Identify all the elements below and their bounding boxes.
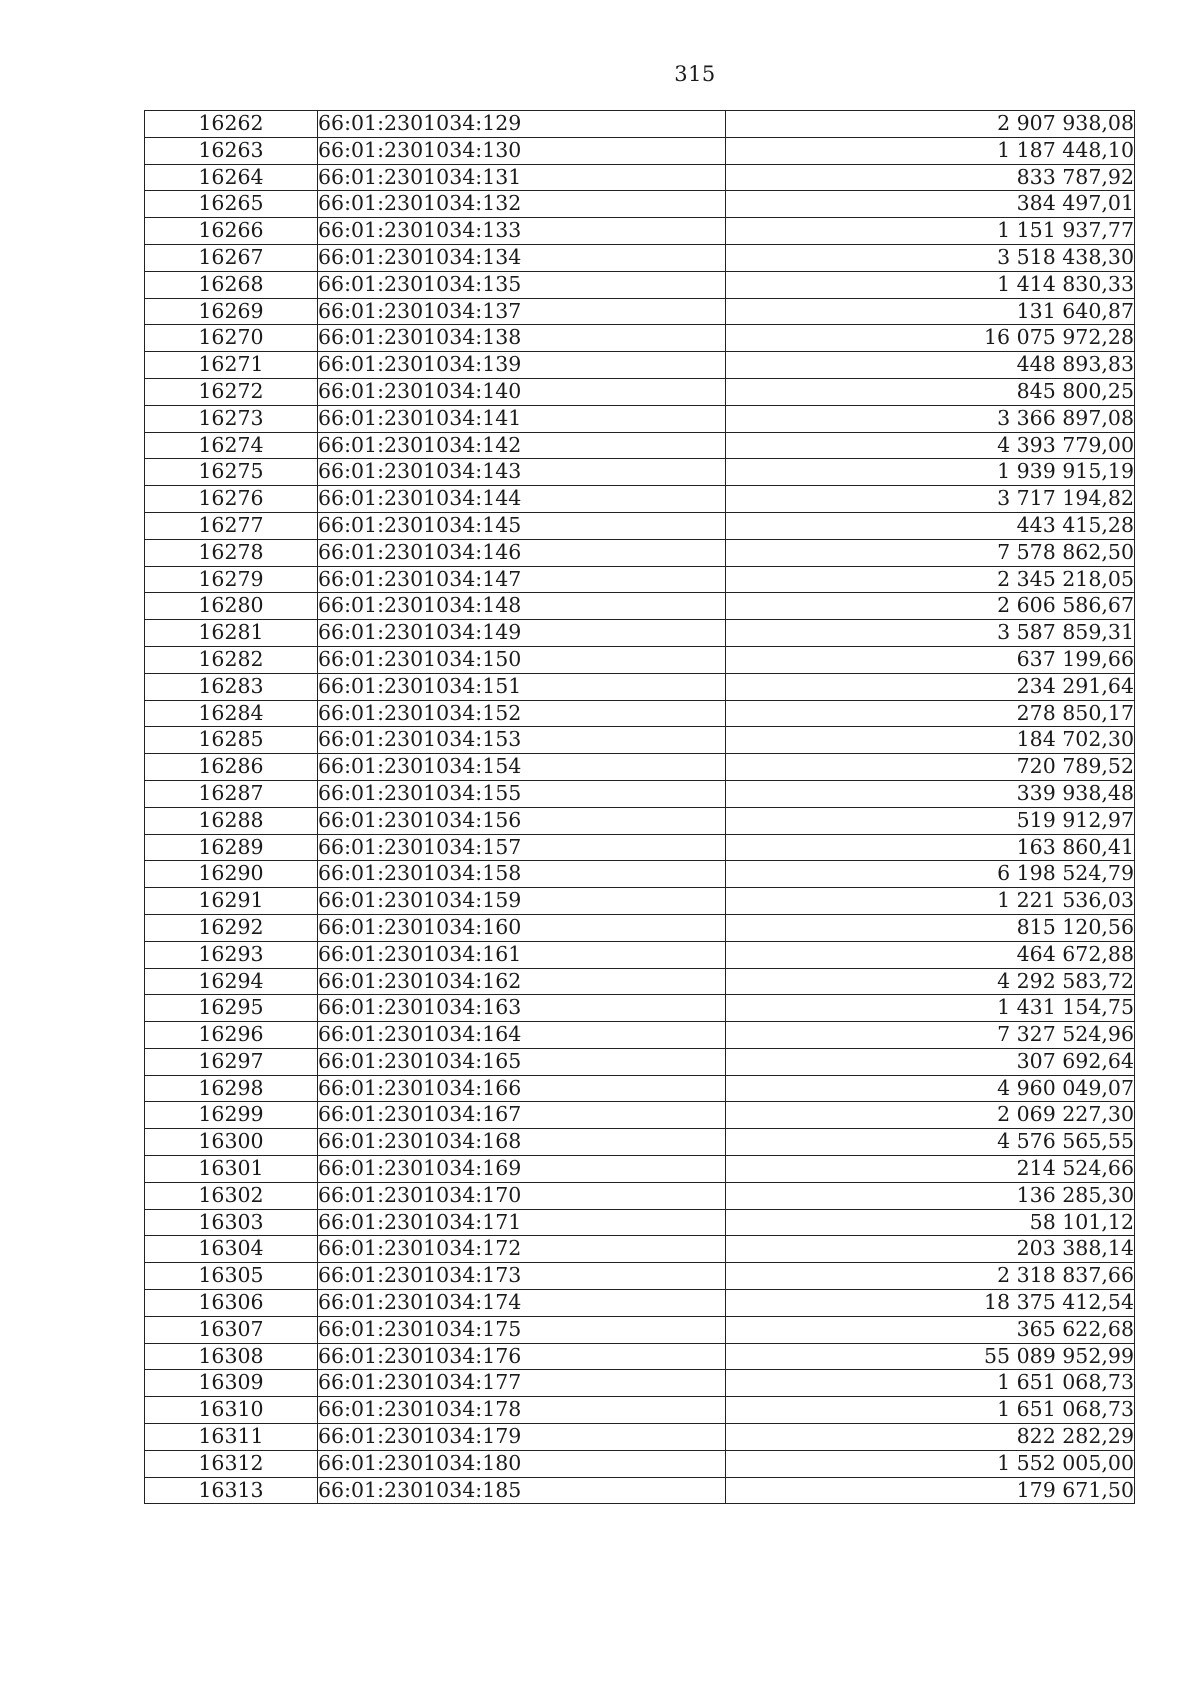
table-row xyxy=(145,1022,1135,1049)
registry-table xyxy=(144,110,1135,1504)
value-cell: 203 388,14 xyxy=(726,1236,1135,1263)
table-row xyxy=(145,405,1135,432)
row-number-cell: 16307 xyxy=(145,1316,318,1343)
cadastral-number-cell: 66:01:2301034:160 xyxy=(318,914,726,941)
value-cell: 1 651 068,73 xyxy=(726,1370,1135,1397)
table-row xyxy=(145,218,1135,245)
cadastral-number-cell: 66:01:2301034:178 xyxy=(318,1397,726,1424)
cadastral-number-cell: 66:01:2301034:173 xyxy=(318,1263,726,1290)
row-number-cell: 16290 xyxy=(145,861,318,888)
row-number-cell: 16299 xyxy=(145,1102,318,1129)
cadastral-number-cell: 66:01:2301034:169 xyxy=(318,1156,726,1183)
cadastral-number-cell: 66:01:2301034:177 xyxy=(318,1370,726,1397)
value-cell: 4 576 565,55 xyxy=(726,1129,1135,1156)
cadastral-number-cell: 66:01:2301034:155 xyxy=(318,780,726,807)
row-number-cell: 16268 xyxy=(145,271,318,298)
value-cell: 4 292 583,72 xyxy=(726,968,1135,995)
row-number-cell: 16291 xyxy=(145,888,318,915)
table-row xyxy=(145,646,1135,673)
cadastral-number-cell: 66:01:2301034:154 xyxy=(318,754,726,781)
cadastral-number-cell: 66:01:2301034:167 xyxy=(318,1102,726,1129)
cadastral-number-cell: 66:01:2301034:141 xyxy=(318,405,726,432)
table-row xyxy=(145,325,1135,352)
table-row xyxy=(145,1129,1135,1156)
cadastral-number-cell: 66:01:2301034:156 xyxy=(318,807,726,834)
value-cell: 3 518 438,30 xyxy=(726,244,1135,271)
cadastral-number-cell: 66:01:2301034:130 xyxy=(318,137,726,164)
value-cell: 4 960 049,07 xyxy=(726,1075,1135,1102)
value-cell: 4 393 779,00 xyxy=(726,432,1135,459)
row-number-cell: 16311 xyxy=(145,1424,318,1451)
table-row xyxy=(145,566,1135,593)
cadastral-number-cell: 66:01:2301034:164 xyxy=(318,1022,726,1049)
cadastral-number-cell: 66:01:2301034:174 xyxy=(318,1290,726,1317)
row-number-cell: 16309 xyxy=(145,1370,318,1397)
table-row xyxy=(145,1397,1135,1424)
table-row xyxy=(145,298,1135,325)
table-row xyxy=(145,486,1135,513)
row-number-cell: 16296 xyxy=(145,1022,318,1049)
value-cell: 278 850,17 xyxy=(726,700,1135,727)
value-cell: 833 787,92 xyxy=(726,164,1135,191)
table-row xyxy=(145,861,1135,888)
cadastral-number-cell: 66:01:2301034:144 xyxy=(318,486,726,513)
row-number-cell: 16305 xyxy=(145,1263,318,1290)
row-number-cell: 16278 xyxy=(145,539,318,566)
value-cell: 443 415,28 xyxy=(726,512,1135,539)
cadastral-number-cell: 66:01:2301034:179 xyxy=(318,1424,726,1451)
value-cell: 3 717 194,82 xyxy=(726,486,1135,513)
cadastral-number-cell: 66:01:2301034:171 xyxy=(318,1209,726,1236)
row-number-cell: 16304 xyxy=(145,1236,318,1263)
table-row xyxy=(145,593,1135,620)
table-row xyxy=(145,512,1135,539)
cadastral-number-cell: 66:01:2301034:176 xyxy=(318,1343,726,1370)
cadastral-number-cell: 66:01:2301034:152 xyxy=(318,700,726,727)
row-number-cell: 16308 xyxy=(145,1343,318,1370)
table-row xyxy=(145,1477,1135,1504)
cadastral-number-cell: 66:01:2301034:129 xyxy=(318,111,726,138)
value-cell: 1 221 536,03 xyxy=(726,888,1135,915)
row-number-cell: 16295 xyxy=(145,995,318,1022)
row-number-cell: 16313 xyxy=(145,1477,318,1504)
row-number-cell: 16283 xyxy=(145,673,318,700)
row-number-cell: 16312 xyxy=(145,1450,318,1477)
value-cell: 214 524,66 xyxy=(726,1156,1135,1183)
cadastral-number-cell: 66:01:2301034:137 xyxy=(318,298,726,325)
value-cell: 1 431 154,75 xyxy=(726,995,1135,1022)
row-number-cell: 16269 xyxy=(145,298,318,325)
table-row xyxy=(145,1290,1135,1317)
value-cell: 1 151 937,77 xyxy=(726,218,1135,245)
value-cell: 637 199,66 xyxy=(726,646,1135,673)
table-row xyxy=(145,432,1135,459)
table-row xyxy=(145,1048,1135,1075)
cadastral-number-cell: 66:01:2301034:172 xyxy=(318,1236,726,1263)
cadastral-number-cell: 66:01:2301034:139 xyxy=(318,352,726,379)
table-row xyxy=(145,137,1135,164)
value-cell: 822 282,29 xyxy=(726,1424,1135,1451)
table-row xyxy=(145,941,1135,968)
value-cell: 3 366 897,08 xyxy=(726,405,1135,432)
table-row xyxy=(145,1156,1135,1183)
row-number-cell: 16272 xyxy=(145,378,318,405)
table-row xyxy=(145,1370,1135,1397)
table-row xyxy=(145,378,1135,405)
row-number-cell: 16276 xyxy=(145,486,318,513)
table-row xyxy=(145,673,1135,700)
table-row xyxy=(145,1450,1135,1477)
row-number-cell: 16302 xyxy=(145,1182,318,1209)
cadastral-number-cell: 66:01:2301034:161 xyxy=(318,941,726,968)
value-cell: 815 120,56 xyxy=(726,914,1135,941)
table-row xyxy=(145,271,1135,298)
cadastral-number-cell: 66:01:2301034:148 xyxy=(318,593,726,620)
row-number-cell: 16303 xyxy=(145,1209,318,1236)
row-number-cell: 16288 xyxy=(145,807,318,834)
row-number-cell: 16306 xyxy=(145,1290,318,1317)
value-cell: 365 622,68 xyxy=(726,1316,1135,1343)
table-row xyxy=(145,888,1135,915)
table-row xyxy=(145,352,1135,379)
row-number-cell: 16289 xyxy=(145,834,318,861)
value-cell: 384 497,01 xyxy=(726,191,1135,218)
row-number-cell: 16301 xyxy=(145,1156,318,1183)
value-cell: 307 692,64 xyxy=(726,1048,1135,1075)
value-cell: 845 800,25 xyxy=(726,378,1135,405)
row-number-cell: 16298 xyxy=(145,1075,318,1102)
value-cell: 163 860,41 xyxy=(726,834,1135,861)
value-cell: 7 578 862,50 xyxy=(726,539,1135,566)
row-number-cell: 16279 xyxy=(145,566,318,593)
row-number-cell: 16297 xyxy=(145,1048,318,1075)
row-number-cell: 16282 xyxy=(145,646,318,673)
value-cell: 184 702,30 xyxy=(726,727,1135,754)
value-cell: 2 345 218,05 xyxy=(726,566,1135,593)
cadastral-number-cell: 66:01:2301034:168 xyxy=(318,1129,726,1156)
cadastral-number-cell: 66:01:2301034:133 xyxy=(318,218,726,245)
row-number-cell: 16274 xyxy=(145,432,318,459)
cadastral-number-cell: 66:01:2301034:134 xyxy=(318,244,726,271)
value-cell: 18 375 412,54 xyxy=(726,1290,1135,1317)
value-cell: 7 327 524,96 xyxy=(726,1022,1135,1049)
row-number-cell: 16292 xyxy=(145,914,318,941)
table-row xyxy=(145,1102,1135,1129)
value-cell: 1 187 448,10 xyxy=(726,137,1135,164)
cadastral-number-cell: 66:01:2301034:143 xyxy=(318,459,726,486)
value-cell: 1 414 830,33 xyxy=(726,271,1135,298)
value-cell: 1 552 005,00 xyxy=(726,1450,1135,1477)
value-cell: 339 938,48 xyxy=(726,780,1135,807)
row-number-cell: 16300 xyxy=(145,1129,318,1156)
row-number-cell: 16280 xyxy=(145,593,318,620)
row-number-cell: 16266 xyxy=(145,218,318,245)
row-number-cell: 16263 xyxy=(145,137,318,164)
cadastral-number-cell: 66:01:2301034:153 xyxy=(318,727,726,754)
value-cell: 16 075 972,28 xyxy=(726,325,1135,352)
table-row xyxy=(145,1182,1135,1209)
table-row xyxy=(145,244,1135,271)
value-cell: 55 089 952,99 xyxy=(726,1343,1135,1370)
value-cell: 720 789,52 xyxy=(726,754,1135,781)
table-row xyxy=(145,807,1135,834)
value-cell: 2 318 837,66 xyxy=(726,1263,1135,1290)
table-row xyxy=(145,620,1135,647)
table-row xyxy=(145,539,1135,566)
value-cell: 3 587 859,31 xyxy=(726,620,1135,647)
value-cell: 1 651 068,73 xyxy=(726,1397,1135,1424)
row-number-cell: 16287 xyxy=(145,780,318,807)
cadastral-number-cell: 66:01:2301034:166 xyxy=(318,1075,726,1102)
row-number-cell: 16293 xyxy=(145,941,318,968)
value-cell: 6 198 524,79 xyxy=(726,861,1135,888)
value-cell: 519 912,97 xyxy=(726,807,1135,834)
cadastral-number-cell: 66:01:2301034:157 xyxy=(318,834,726,861)
table-row xyxy=(145,1316,1135,1343)
cadastral-number-cell: 66:01:2301034:180 xyxy=(318,1450,726,1477)
cadastral-number-cell: 66:01:2301034:163 xyxy=(318,995,726,1022)
cadastral-number-cell: 66:01:2301034:150 xyxy=(318,646,726,673)
cadastral-number-cell: 66:01:2301034:170 xyxy=(318,1182,726,1209)
row-number-cell: 16284 xyxy=(145,700,318,727)
value-cell: 448 893,83 xyxy=(726,352,1135,379)
table-row xyxy=(145,727,1135,754)
cadastral-number-cell: 66:01:2301034:149 xyxy=(318,620,726,647)
row-number-cell: 16271 xyxy=(145,352,318,379)
value-cell: 179 671,50 xyxy=(726,1477,1135,1504)
table-row xyxy=(145,754,1135,781)
table-row xyxy=(145,780,1135,807)
cadastral-number-cell: 66:01:2301034:131 xyxy=(318,164,726,191)
table-row xyxy=(145,1209,1135,1236)
table-row xyxy=(145,1263,1135,1290)
row-number-cell: 16277 xyxy=(145,512,318,539)
table-row xyxy=(145,700,1135,727)
cadastral-number-cell: 66:01:2301034:146 xyxy=(318,539,726,566)
table-row xyxy=(145,459,1135,486)
cadastral-number-cell: 66:01:2301034:142 xyxy=(318,432,726,459)
table-row xyxy=(145,1424,1135,1451)
table-row xyxy=(145,968,1135,995)
table-row xyxy=(145,1236,1135,1263)
value-cell: 136 285,30 xyxy=(726,1182,1135,1209)
cadastral-number-cell: 66:01:2301034:151 xyxy=(318,673,726,700)
table-row xyxy=(145,191,1135,218)
cadastral-number-cell: 66:01:2301034:162 xyxy=(318,968,726,995)
value-cell: 2 907 938,08 xyxy=(726,111,1135,138)
row-number-cell: 16294 xyxy=(145,968,318,995)
value-cell: 58 101,12 xyxy=(726,1209,1135,1236)
value-cell: 1 939 915,19 xyxy=(726,459,1135,486)
cadastral-number-cell: 66:01:2301034:185 xyxy=(318,1477,726,1504)
cadastral-number-cell: 66:01:2301034:138 xyxy=(318,325,726,352)
table-row xyxy=(145,1075,1135,1102)
registry-table-body xyxy=(145,111,1135,1504)
cadastral-number-cell: 66:01:2301034:135 xyxy=(318,271,726,298)
value-cell: 2 069 227,30 xyxy=(726,1102,1135,1129)
value-cell: 131 640,87 xyxy=(726,298,1135,325)
row-number-cell: 16285 xyxy=(145,727,318,754)
page-number: 315 xyxy=(674,62,716,86)
row-number-cell: 16273 xyxy=(145,405,318,432)
cadastral-number-cell: 66:01:2301034:145 xyxy=(318,512,726,539)
table-row xyxy=(145,164,1135,191)
cadastral-number-cell: 66:01:2301034:165 xyxy=(318,1048,726,1075)
table-row xyxy=(145,111,1135,138)
row-number-cell: 16310 xyxy=(145,1397,318,1424)
row-number-cell: 16286 xyxy=(145,754,318,781)
cadastral-number-cell: 66:01:2301034:140 xyxy=(318,378,726,405)
cadastral-number-cell: 66:01:2301034:159 xyxy=(318,888,726,915)
row-number-cell: 16264 xyxy=(145,164,318,191)
table-row xyxy=(145,914,1135,941)
row-number-cell: 16270 xyxy=(145,325,318,352)
cadastral-number-cell: 66:01:2301034:132 xyxy=(318,191,726,218)
row-number-cell: 16275 xyxy=(145,459,318,486)
cadastral-number-cell: 66:01:2301034:158 xyxy=(318,861,726,888)
row-number-cell: 16262 xyxy=(145,111,318,138)
table-row xyxy=(145,995,1135,1022)
value-cell: 2 606 586,67 xyxy=(726,593,1135,620)
cadastral-number-cell: 66:01:2301034:147 xyxy=(318,566,726,593)
table-row xyxy=(145,1343,1135,1370)
row-number-cell: 16265 xyxy=(145,191,318,218)
row-number-cell: 16281 xyxy=(145,620,318,647)
table-row xyxy=(145,834,1135,861)
row-number-cell: 16267 xyxy=(145,244,318,271)
value-cell: 234 291,64 xyxy=(726,673,1135,700)
cadastral-number-cell: 66:01:2301034:175 xyxy=(318,1316,726,1343)
value-cell: 464 672,88 xyxy=(726,941,1135,968)
